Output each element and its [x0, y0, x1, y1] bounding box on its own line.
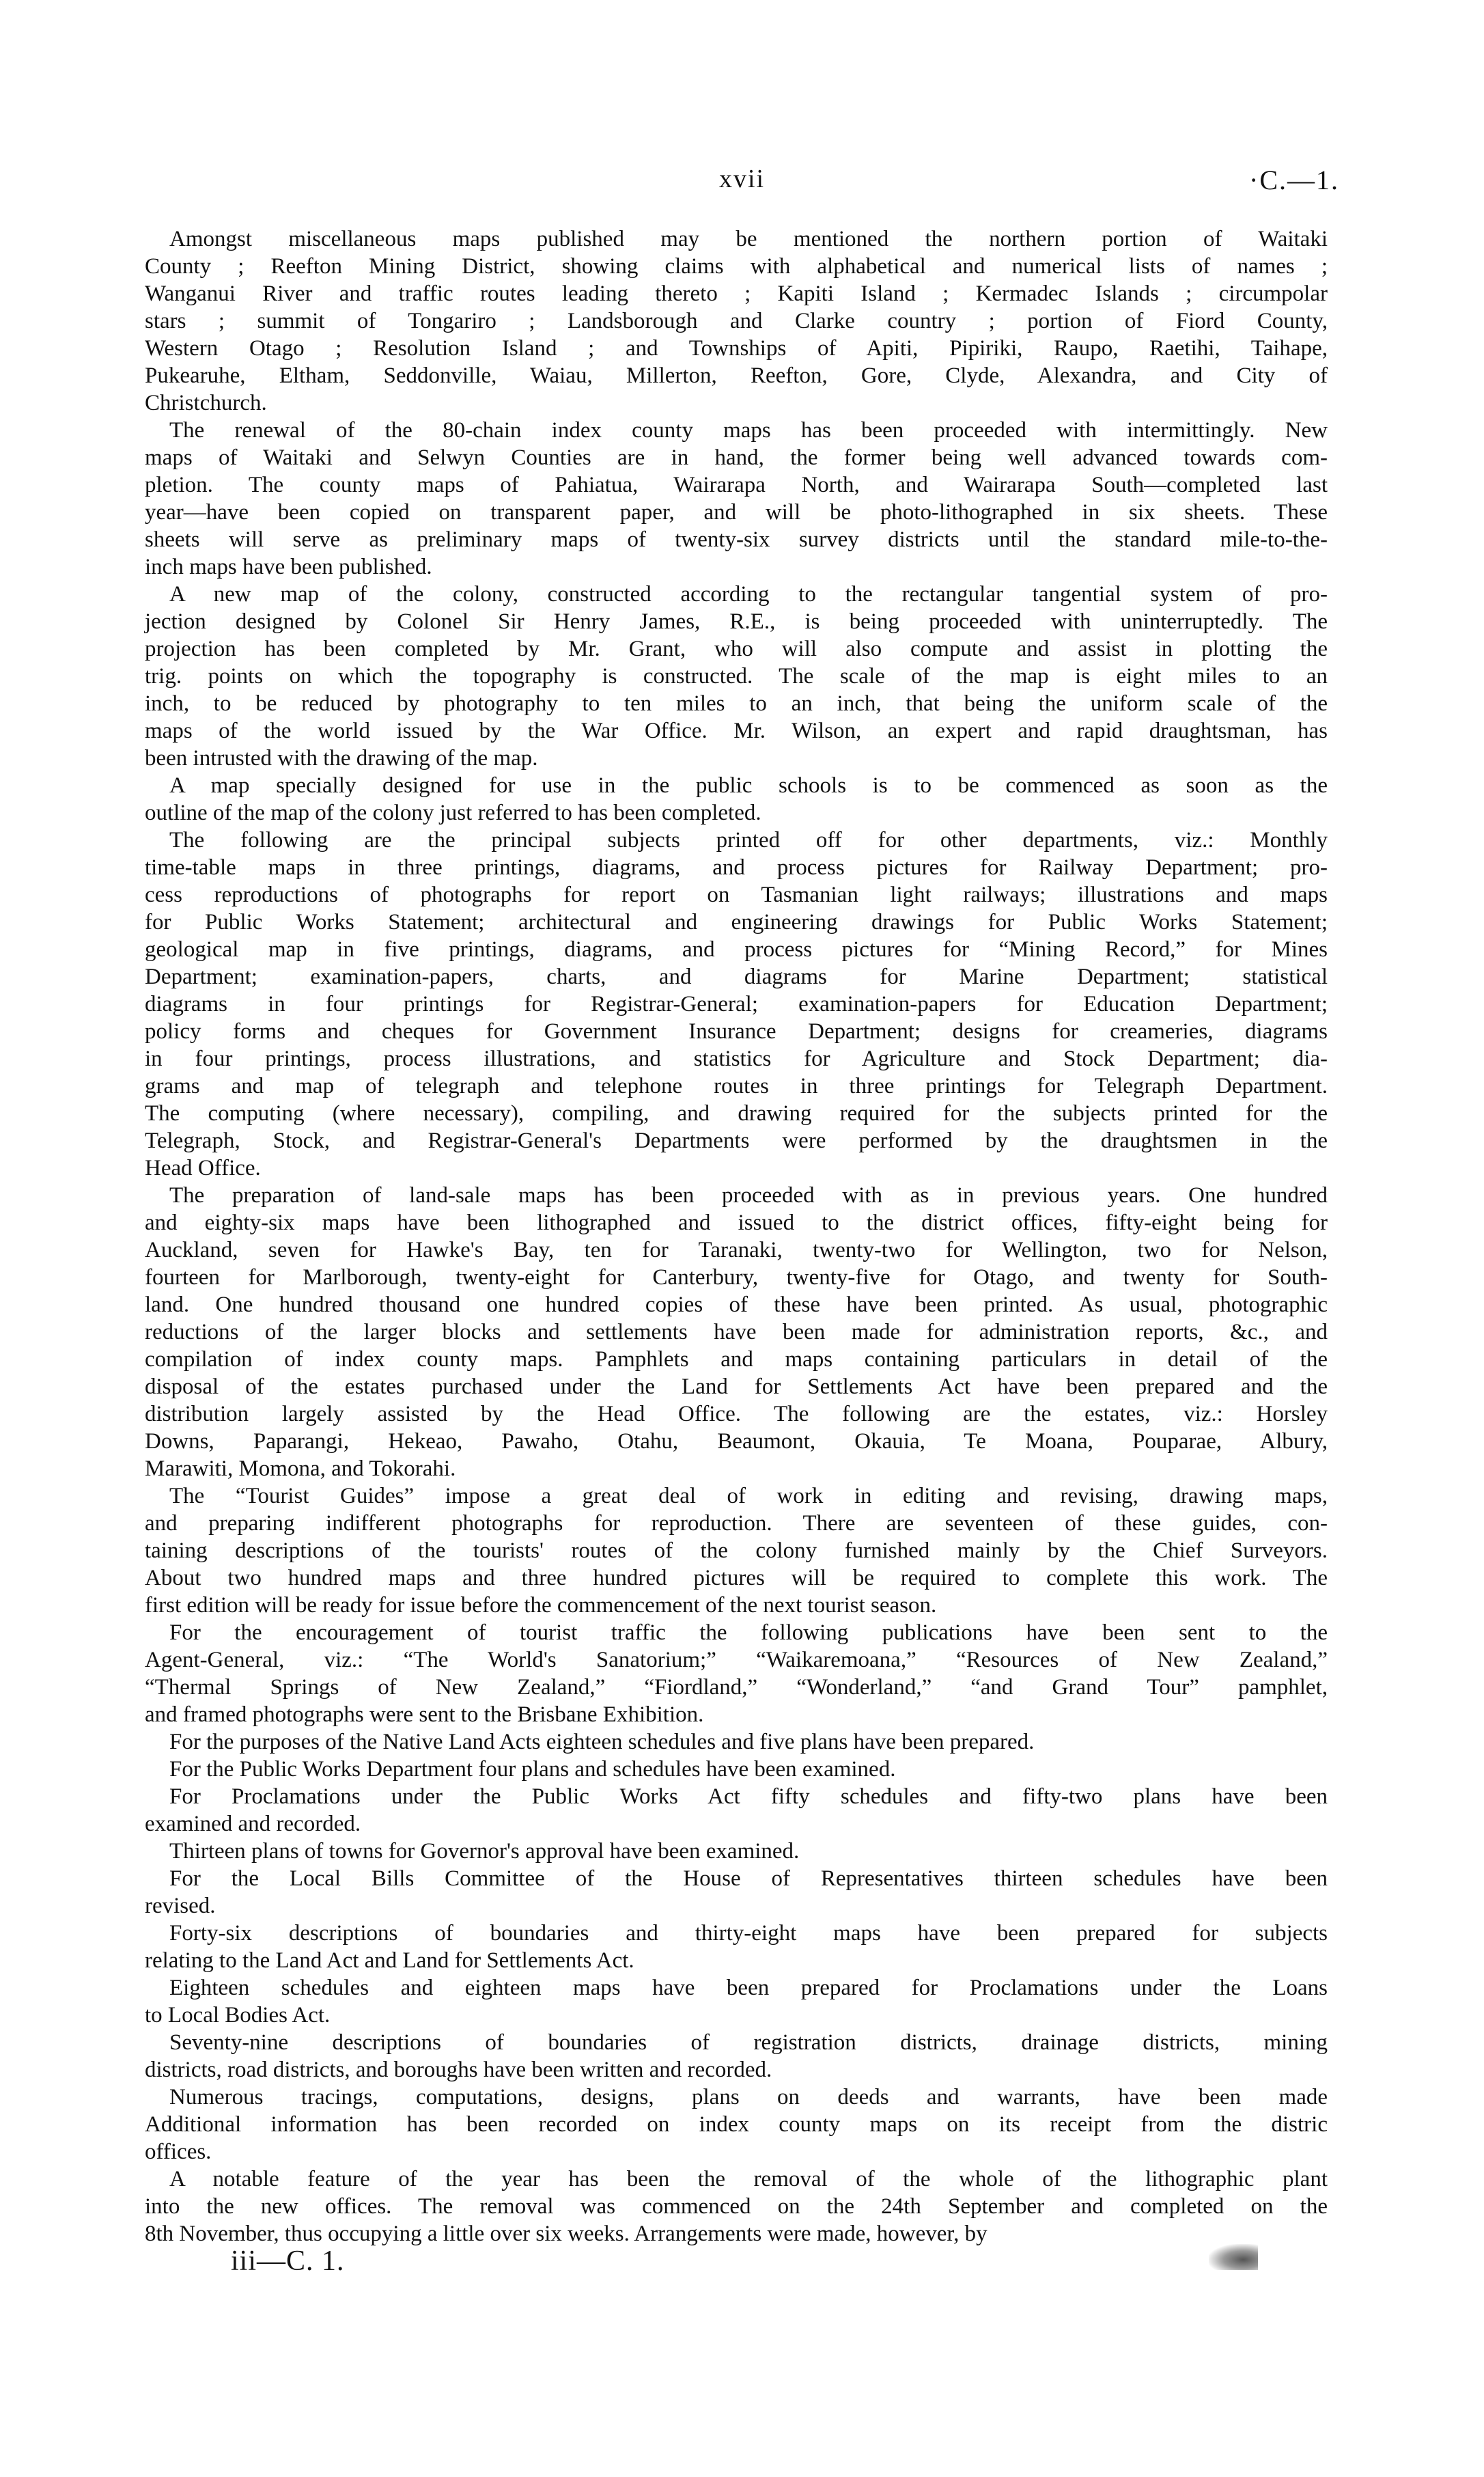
- text-line: fourteen for Marlborough, twenty-eight for Canterbury, twenty-five for Otago, and twenty for South-: [145, 1265, 1328, 1290]
- paragraph: [145, 827, 1328, 1182]
- text-line: For the Local Bills Committee of the House of Representatives thirteen schedules have been: [169, 1866, 1328, 1891]
- text-line: A map specially designed for use in the public schools is to be commenced as soon as the: [169, 773, 1328, 798]
- text-line: A new map of the colony, constructed according to the rectangular tangential system of pro-: [169, 582, 1328, 607]
- text-line: Eighteen schedules and eighteen maps have been prepared for Proclamations under the Loans: [169, 1976, 1328, 2000]
- paragraph: [145, 1974, 1328, 2029]
- text-line: Head Office.: [145, 1156, 261, 1180]
- text-line: and eighty-six maps have been lithographed and issued to the district offices, fifty-eight being for: [145, 1210, 1328, 1235]
- text-line: About two hundred maps and three hundred pictures will be required to complete this work. The: [145, 1566, 1328, 1590]
- text-line: Amongst miscellaneous maps published may be mentioned the northern portion of Waitaki: [169, 227, 1328, 251]
- text-line: Agent-General, viz.: “The World's Sanatorium;” “Waikaremoana,” “Resources of New Zealand,”: [145, 1648, 1328, 1672]
- paragraph: [145, 1182, 1328, 1482]
- text-line: Western Otago ; Resolution Island ; and Townships of Apiti, Pipiriki, Raupo, Raetihi, Taihape,: [145, 336, 1328, 361]
- text-line: County ; Reefton Mining District, showing claims with alphabetical and numerical lists of names ;: [145, 254, 1328, 279]
- text-line: Additional information has been recorded on index county maps on its receipt from the distric: [145, 2112, 1328, 2137]
- text-line: trig. points on which the topography is constructed. The scale of the map is eight miles to an: [145, 664, 1328, 689]
- text-line: maps of the world issued by the War Office. Mr. Wilson, an expert and rapid draughtsman, has: [145, 719, 1328, 743]
- text-line: Downs, Paparangi, Hekeao, Pawaho, Otahu, Beaumont, Okauia, Te Moana, Pouparae, Albury,: [145, 1429, 1328, 1454]
- text-line: outline of the map of the colony just referred to has been completed.: [145, 801, 761, 825]
- text-line: inch, to be reduced by photography to ten miles to an inch, that being the uniform scale of the: [145, 691, 1328, 716]
- text-line: Auckland, seven for Hawke's Bay, ten for Taranaki, twenty-two for Wellington, two for Nelson,: [145, 1238, 1328, 1262]
- text-line: to Local Bodies Act.: [145, 2003, 331, 2028]
- text-line: diagrams in four printings for Registrar-General; examination-papers for Education Department;: [145, 992, 1328, 1016]
- text-line: stars ; summit of Tongariro ; Landsborough and Clarke country ; portion of Fiord County,: [145, 309, 1328, 333]
- text-line: Seventy-nine descriptions of boundaries of registration districts, drainage districts, mining: [169, 2030, 1328, 2055]
- text-line: year—have been copied on transparent paper, and will be photo-lithographed in six sheets. These: [145, 500, 1328, 525]
- text-line: into the new offices. The removal was commenced on the 24th September and completed on the: [145, 2194, 1328, 2219]
- text-line: 8th November, thus occupying a little over six weeks. Arrangements were made, however, by: [145, 2222, 988, 2246]
- paragraph: [145, 581, 1328, 772]
- text-line: The renewal of the 80-chain index county maps has been proceeded with intermittingly. New: [169, 418, 1328, 443]
- paragraph: [145, 1482, 1328, 1619]
- text-line: time-table maps in three printings, diagrams, and process pictures for Railway Department; pro-: [145, 855, 1328, 880]
- text-line: in four printings, process illustrations, and statistics for Agriculture and Stock Department; dia-: [145, 1047, 1328, 1071]
- document-reference: ·C.—1.: [1249, 165, 1339, 195]
- paragraph: [145, 2084, 1328, 2165]
- paragraph: [145, 1783, 1328, 1838]
- paragraph: [145, 772, 1328, 827]
- text-line: compilation of index county maps. Pamphlets and maps containing particulars in detail of the: [145, 1347, 1328, 1372]
- text-line: The following are the principal subjects printed off for other departments, viz.: Monthly: [169, 828, 1328, 853]
- paragraph: [145, 2165, 1328, 2247]
- text-line: Telegraph, Stock, and Registrar-General's Departments were performed by the draughtsmen in the: [145, 1129, 1328, 1153]
- page-number: xvii: [718, 165, 766, 193]
- paragraph: [145, 225, 1328, 417]
- text-line: For the purposes of the Native Land Acts eighteen schedules and five plans have been prepared.: [169, 1730, 1035, 1754]
- text-line: disposal of the estates purchased under the Land for Settlements Act have been prepared and the: [145, 1374, 1328, 1399]
- text-line: Marawiti, Momona, and Tokorahi.: [145, 1456, 456, 1481]
- text-line: maps of Waitaki and Selwyn Counties are in hand, the former being well advanced towards com-: [145, 445, 1328, 470]
- text-line: jection designed by Colonel Sir Henry James, R.E., is being proceeded with uninterruptedly. The: [145, 609, 1328, 634]
- text-line: For the encouragement of tourist traffic the following publications have been sent to the: [169, 1620, 1328, 1645]
- footer-signature: iii—C. 1.: [231, 2245, 345, 2277]
- text-line: projection has been completed by Mr. Grant, who will also compute and assist in plotting the: [145, 637, 1328, 661]
- text-line: offices.: [145, 2140, 212, 2164]
- text-line: A notable feature of the year has been the removal of the whole of the lithographic plant: [169, 2167, 1328, 2191]
- text-line: been intrusted with the drawing of the map.: [145, 746, 538, 771]
- text-line: Wanganui River and traffic routes leading thereto ; Kapiti Island ; Kermadec Islands ; circumpolar: [145, 281, 1328, 306]
- text-line: The preparation of land-sale maps has been proceeded with as in previous years. One hundred: [169, 1183, 1328, 1208]
- text-line: inch maps have been published.: [145, 555, 432, 579]
- text-line: Forty-six descriptions of boundaries and thirty-eight maps have been prepared for subjects: [169, 1921, 1328, 1946]
- text-line: revised.: [145, 1894, 216, 1918]
- text-line: policy forms and cheques for Government Insurance Department; designs for creameries, diagrams: [145, 1019, 1328, 1044]
- paragraph: [145, 2029, 1328, 2084]
- text-line: pletion. The county maps of Pahiatua, Wairarapa North, and Wairarapa South—completed last: [145, 473, 1328, 497]
- text-line: geological map in five printings, diagrams, and process pictures for “Mining Record,” for Mines: [145, 937, 1328, 962]
- text-line: Department; examination-papers, charts, and diagrams for Marine Department; statistical: [145, 965, 1328, 989]
- text-line: for Public Works Statement; architectural and engineering drawings for Public Works Statement;: [145, 910, 1328, 935]
- text-line: grams and map of telegraph and telephone routes in three printings for Telegraph Department.: [145, 1074, 1328, 1098]
- paragraph: [145, 1728, 1328, 1756]
- text-line: For the Public Works Department four plans and schedules have been examined.: [169, 1757, 896, 1782]
- body-text: [145, 225, 1328, 2247]
- ink-smudge: [1209, 2244, 1258, 2270]
- text-line: land. One hundred thousand one hundred copies of these have been printed. As usual, photographic: [145, 1292, 1328, 1317]
- text-line: examined and recorded.: [145, 1812, 361, 1836]
- paragraph: [145, 1756, 1328, 1783]
- text-line: Christchurch.: [145, 391, 267, 415]
- text-line: relating to the Land Act and Land for Settlements Act.: [145, 1948, 634, 1973]
- paragraph: [145, 1838, 1328, 1865]
- text-line: and framed photographs were sent to the Brisbane Exhibition.: [145, 1702, 704, 1727]
- text-line: The “Tourist Guides” impose a great deal of work in editing and revising, drawing maps,: [169, 1484, 1328, 1508]
- text-line: districts, road districts, and boroughs have been written and recorded.: [145, 2058, 772, 2082]
- text-line: first edition will be ready for issue before the commencement of the next tourist season.: [145, 1593, 937, 1618]
- text-line: distribution largely assisted by the Head Office. The following are the estates, viz.: Horsley: [145, 1402, 1328, 1426]
- text-line: cess reproductions of photographs for report on Tasmanian light railways; illustrations and maps: [145, 883, 1328, 907]
- text-line: taining descriptions of the tourists' routes of the colony furnished mainly by the Chief Surveyors.: [145, 1538, 1328, 1563]
- paragraph: [145, 1865, 1328, 1920]
- paragraph: [145, 1619, 1328, 1728]
- text-line: Pukearuhe, Eltham, Seddonville, Waiau, Millerton, Reefton, Gore, Clyde, Alexandra, and City of: [145, 363, 1328, 388]
- text-line: “Thermal Springs of New Zealand,” “Fiordland,” “Wonderland,” “and Grand Tour” pamphlet,: [145, 1675, 1328, 1700]
- paragraph: [145, 417, 1328, 581]
- text-line: sheets will serve as preliminary maps of twenty-six survey districts until the standard mile-to-the-: [145, 527, 1328, 552]
- text-line: reductions of the larger blocks and settlements have been made for administration reports, &c., and: [145, 1320, 1328, 1344]
- paragraph: [145, 1920, 1328, 1974]
- text-line: The computing (where necessary), compiling, and drawing required for the subjects printed for the: [145, 1101, 1328, 1126]
- text-line: Thirteen plans of towns for Governor's approval have been examined.: [169, 1839, 800, 1864]
- text-line: For Proclamations under the Public Works Act fifty schedules and fifty-two plans have been: [169, 1784, 1328, 1809]
- text-line: Numerous tracings, computations, designs, plans on deeds and warrants, have been made: [169, 2085, 1328, 2109]
- text-line: and preparing indifferent photographs for reproduction. There are seventeen of these guides, con-: [145, 1511, 1328, 1536]
